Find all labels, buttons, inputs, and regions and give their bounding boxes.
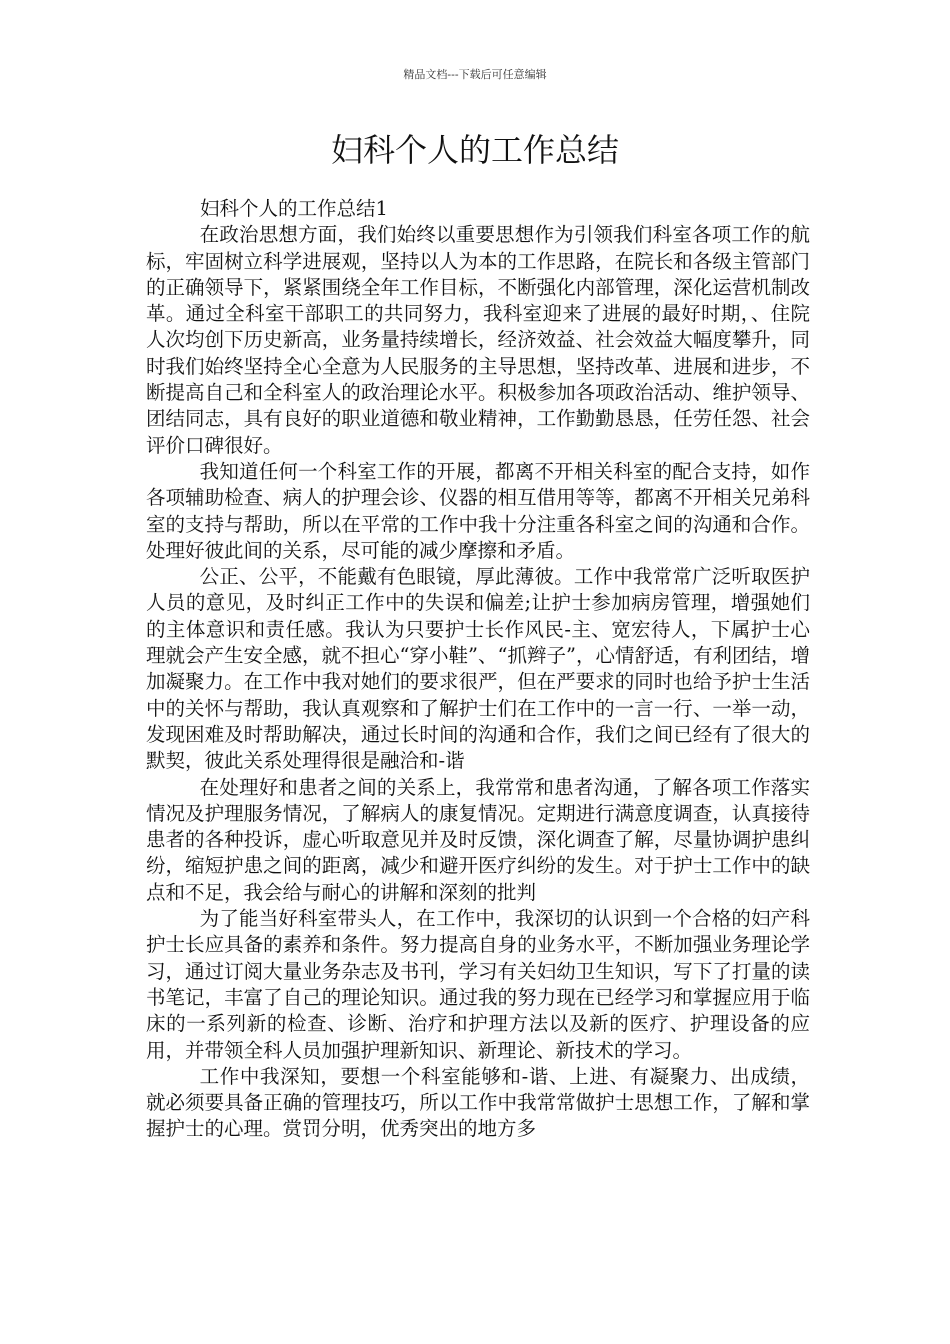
- paragraph-2: 我知道任何一个科室工作的开展，都离不开相关科室的配合支持，如作各项辅助检查、病人的护理会诊、仪器的相互借用等等，都离不开相关兄弟科室的支持与帮助，所以在平常的工作中我十分注重各科室之间的沟通和合作。处理好彼此间的关系，尽可能的减少摩擦和矛盾。: [146, 459, 810, 562]
- paragraph-1: 在政治思想方面，我们始终以重要思想作为引领我们科室各项工作的航标，牢固树立科学进展观，坚持以人为本的工作思路，在院长和各级主管部门的正确领导下，紧紧围绕全年工作目标，不断强化内部管理，深化运营机制改革。通过全科室干部职工的共同努力，我科室迎来了进展的最好时期，、住院人次均创下历史新高，业务量持续增长，经济效益、社会效益大幅度攀升，同时我们始终坚持全心全意为人民服务的主导思想，坚持改革、进展和进步，不断提高自己和全科室人的政治理论水平。积极参加各项政治活动、维护领导、团结同志，具有良好的职业道德和敬业精神，工作勤勤恳恳，任劳任怨、社会评价口碑很好。: [146, 223, 810, 457]
- document-title: 妇科个人的工作总结: [330, 131, 619, 169]
- paragraph-6: 工作中我深知，要想一个科室能够和-谐、上进、有凝聚力、出成绩，就必须要具备正确的管理技巧，所以工作中我常常做护士思想工作，了解和掌握护士的心理。赏罚分明，优秀突出的地方多: [146, 1064, 810, 1141]
- section-subtitle: 妇科个人的工作总结1: [200, 197, 388, 220]
- paragraph-5: 为了能当好科室带头人，在工作中，我深切的认识到一个合格的妇产科护士长应具备的素养和条件。努力提高自身的业务水平，不断加强业务理论学习，通过订阅大量业务杂志及书刊，学习有关妇幼卫生知识，写下了打量的读书笔记，丰富了自己的理论知识。通过我的努力现在已经学习和掌握应用于临床的一系列新的检查、诊断、治疗和护理方法以及新的医疗、护理设备的应用，并带领全科人员加强护理新知识、新理论、新技术的学习。: [146, 907, 810, 1062]
- document-body: [146, 196, 810, 1143]
- header-note: 精品文档---下载后可任意编辑: [403, 68, 547, 81]
- paragraph-3: 公正、公平，不能戴有色眼镜，厚此薄彼。工作中我常常广泛听取医护人员的意见，及时纠正工作中的失误和偏差;让护士参加病房管理，增强她们的主体意识和责任感。我认为只要护士长作风民-主、宽宏待人，下属护士心理就会产生安全感，就不担心“穿小鞋”、“抓辫子”，心情舒适，有利团结，增加凝聚力。在工作中我对她们的要求很严，但在严要求的同时也给予护士生活中的关怀与帮助，我认真观察和了解护士们在工作中的一言一行、一举一动，发现困难及时帮助解决，通过长时间的沟通和合作，我们之间已经有了很大的默契，彼此关系处理得很是融洽和-谐: [146, 565, 810, 773]
- paragraph-4: 在处理好和患者之间的关系上，我常常和患者沟通，了解各项工作落实情况及护理服务情况，了解病人的康复情况。定期进行满意度调查，认真接待患者的各种投诉，虚心听取意见并及时反馈，深化调查了解，尽量协调护患纠纷，缩短护患之间的距离，减少和避开医疗纠纷的发生。对于护士工作中的缺点和不足，我会给与耐心的讲解和深刻的批判: [146, 775, 810, 904]
